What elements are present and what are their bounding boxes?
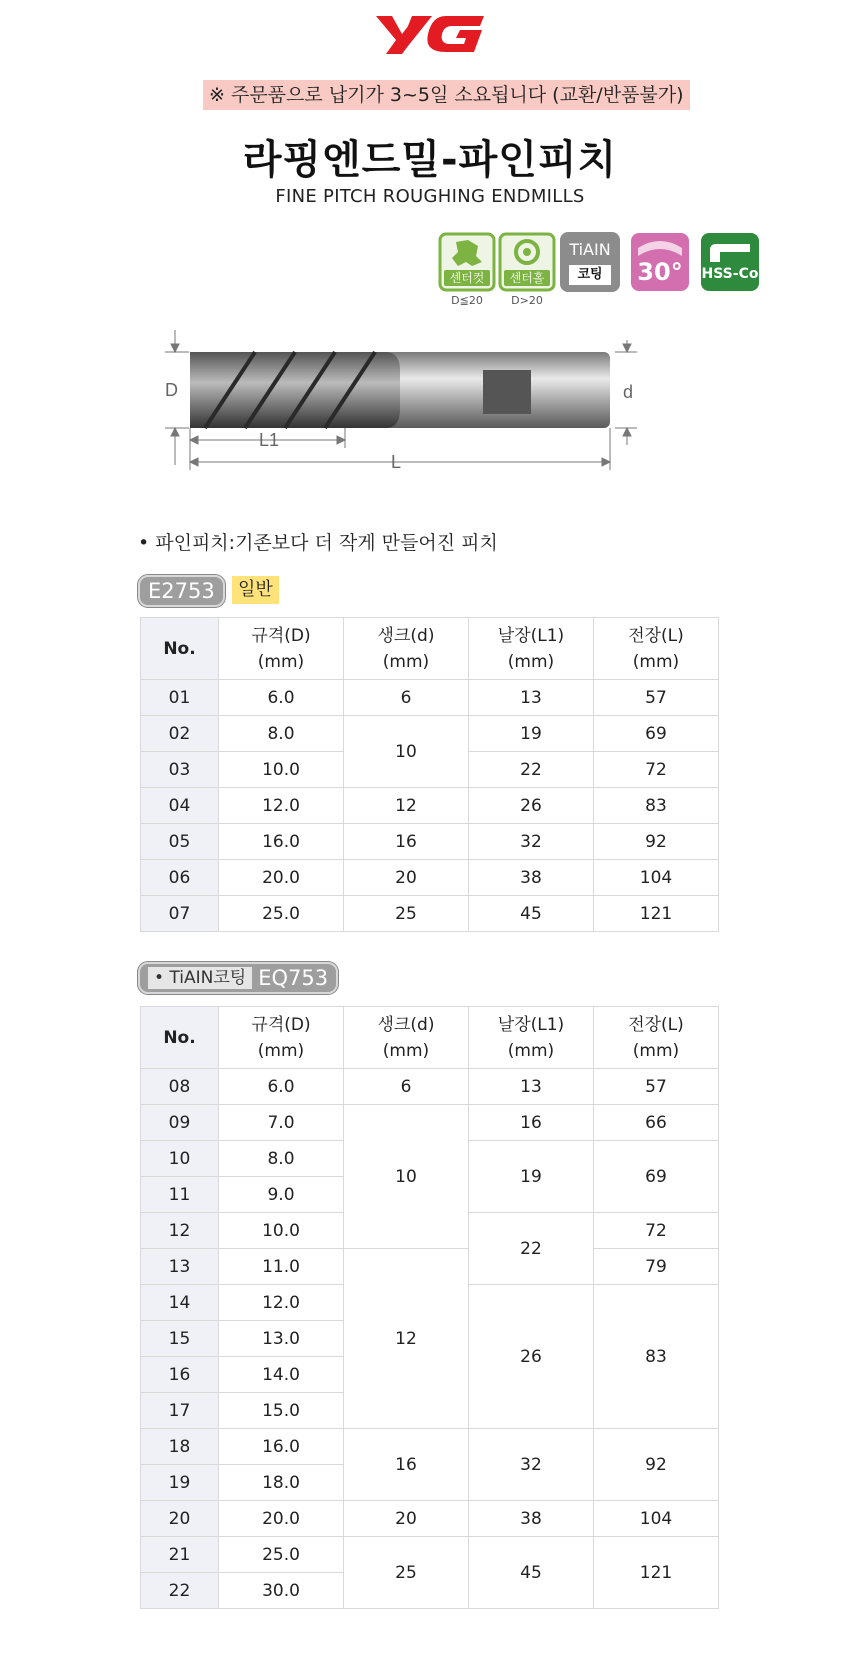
endmill-diagram bbox=[165, 330, 685, 500]
spec-table-1 bbox=[140, 617, 719, 932]
material-label: HSS-Co bbox=[701, 266, 759, 282]
header-no: No. bbox=[141, 1007, 219, 1069]
table-row: 05 16.0 16 32 92 bbox=[141, 824, 719, 860]
table-row: 07 25.0 25 45 121 bbox=[141, 896, 719, 932]
table-row: 19 18.0 bbox=[141, 1465, 719, 1501]
center-cut-badge bbox=[438, 232, 496, 307]
table-row: 13 11.0 12 79 bbox=[141, 1249, 719, 1285]
header-diameter: 규격(D) (mm) bbox=[219, 618, 344, 680]
product-code-tag-2 bbox=[138, 962, 338, 994]
table-row: 14 12.0 26 83 bbox=[141, 1285, 719, 1321]
material-badge bbox=[700, 232, 760, 292]
header-no: No. bbox=[141, 618, 219, 680]
coating-name: TiAIN bbox=[569, 240, 611, 259]
table-row: 18 16.0 16 32 92 bbox=[141, 1429, 719, 1465]
center-cut-label: 센터컷 bbox=[449, 271, 485, 285]
helix-angle-badge bbox=[630, 232, 690, 292]
table-row: 04 12.0 12 26 83 bbox=[141, 788, 719, 824]
coating-label: 코팅 bbox=[569, 265, 611, 285]
table-row: 08 6.0 6 13 57 bbox=[141, 1069, 719, 1105]
label-d: d bbox=[623, 382, 634, 402]
helix-angle-label: 30° bbox=[637, 258, 683, 286]
label-L: L bbox=[391, 452, 402, 472]
coating-badge bbox=[560, 232, 620, 292]
center-hole-label: 센터홀 bbox=[509, 271, 545, 285]
product-code-tag-1 bbox=[138, 575, 225, 607]
table-row: 16 14.0 bbox=[141, 1357, 719, 1393]
table-header-row bbox=[141, 618, 719, 680]
label-L1: L1 bbox=[259, 430, 280, 450]
table-header-row bbox=[141, 1007, 719, 1069]
table-row: 10 8.0 19 69 bbox=[141, 1141, 719, 1177]
order-notice: ※ 주문품으로 납기가 3~5일 소요됩니다 (교환/반품불가) bbox=[203, 80, 690, 110]
table-row: 02 8.0 10 19 69 bbox=[141, 716, 719, 752]
table-row: 21 25.0 25 45 121 bbox=[141, 1537, 719, 1573]
feature-badges bbox=[438, 232, 778, 312]
product-title: 라핑엔드밀-파인피치 bbox=[242, 137, 618, 183]
header-overall-length: 전장(L) (mm) bbox=[594, 1007, 719, 1069]
table-row: 15 13.0 bbox=[141, 1321, 719, 1357]
spec-table-2 bbox=[140, 1006, 719, 1609]
header-overall-length: 전장(L) (mm) bbox=[594, 618, 719, 680]
label-D: D bbox=[165, 380, 178, 400]
table-row: 22 30.0 bbox=[141, 1573, 719, 1609]
table-row: 12 10.0 22 72 bbox=[141, 1213, 719, 1249]
coating-prefix: • TiAIN코팅 bbox=[148, 967, 252, 989]
table-row: 20 20.0 20 38 104 bbox=[141, 1501, 719, 1537]
center-hole-condition: D>20 bbox=[511, 294, 543, 307]
table-row: 01 6.0 6 13 57 bbox=[141, 680, 719, 716]
general-tag: 일반 bbox=[232, 576, 279, 604]
header-flute-length: 날장(L1) (mm) bbox=[469, 1007, 594, 1069]
product-code-1: E2753 bbox=[148, 579, 215, 603]
header-flute-length: 날장(L1) (mm) bbox=[469, 618, 594, 680]
header-diameter: 규격(D) (mm) bbox=[219, 1007, 344, 1069]
center-cut-condition: D≦20 bbox=[451, 294, 483, 307]
fine-pitch-note: • 파인피치:기존보다 더 작게 만들어진 피치 bbox=[138, 532, 498, 554]
table-row: 11 9.0 bbox=[141, 1177, 719, 1213]
table-row: 17 15.0 bbox=[141, 1393, 719, 1429]
table-row: 03 10.0 22 72 bbox=[141, 752, 719, 788]
shank-flat bbox=[483, 370, 531, 414]
table-row: 09 7.0 10 16 66 bbox=[141, 1105, 719, 1141]
header-shank: 생크(d) (mm) bbox=[344, 1007, 469, 1069]
yg-logo bbox=[372, 12, 488, 56]
table-row: 06 20.0 20 38 104 bbox=[141, 860, 719, 896]
header-shank: 생크(d) (mm) bbox=[344, 618, 469, 680]
product-code-2: EQ753 bbox=[258, 966, 329, 990]
center-hole-badge bbox=[498, 232, 556, 307]
product-subtitle: FINE PITCH ROUGHING ENDMILLS bbox=[275, 186, 585, 207]
material-icon bbox=[700, 232, 760, 292]
